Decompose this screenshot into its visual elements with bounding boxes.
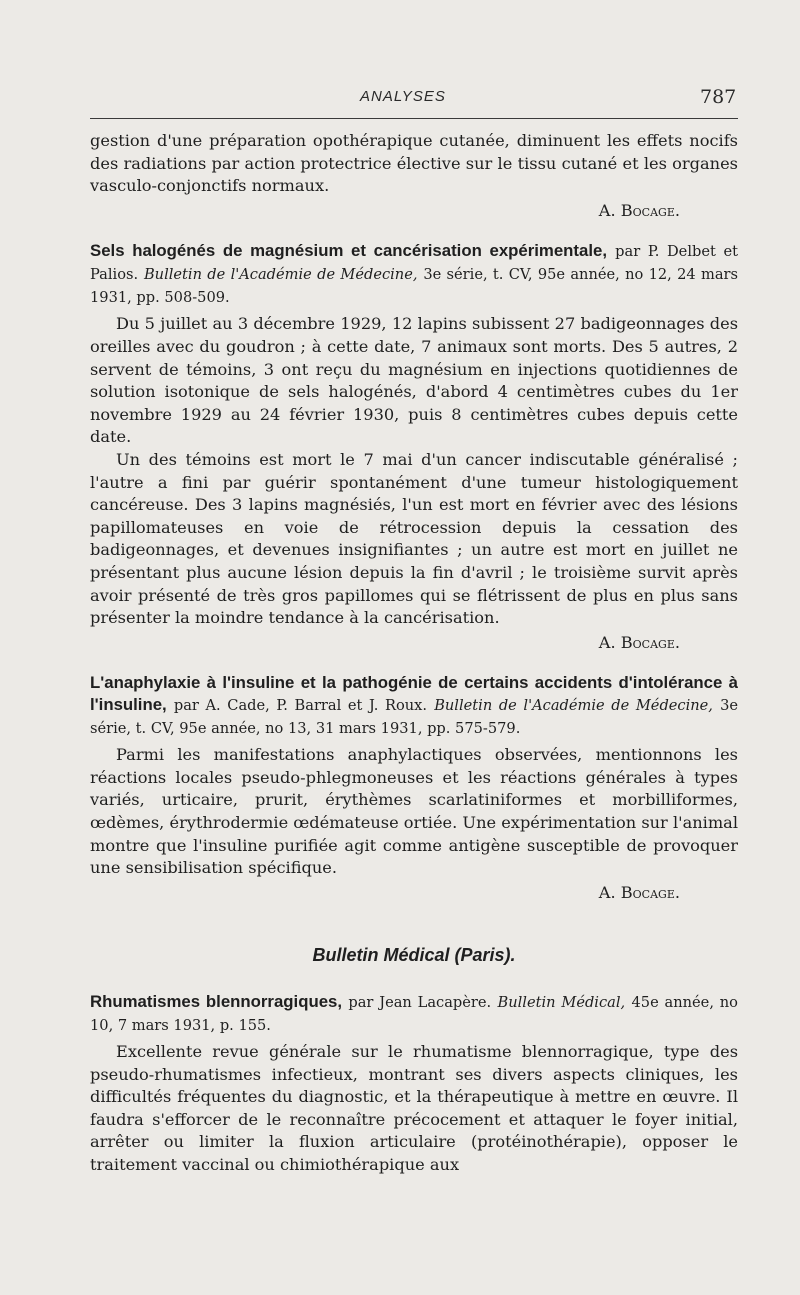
article-title: Sels halogénés de magnésium et cancérisation expérimentale, <box>90 241 608 261</box>
article-title: Rhumatismes blennorragiques, <box>90 992 343 1012</box>
article-paragraph: Parmi les manifestations anaphylactiques observées, mentionnons les réactions locales pseudo-phlegmoneuses et les réactions générales à types variés, urticaire, prurit, érythèmes scarlatiniformes et morbilliformes, œdèmes, érythrodermie œdémateuse ortiée. Une expérimentation sur l'animal montre que l'insuline purifiée agit comme antigène susceptible de provoquer une sensibilisation spécifique. <box>90 745 738 878</box>
article-reference: 3e série, t. CV, 95e année, no 13, 31 mars 1931, pp. 575-579. <box>90 697 738 738</box>
page-number: 787 <box>700 86 737 108</box>
article-reference: 45e année, no 10, 7 mars 1931, p. 155. <box>90 994 738 1035</box>
article-paragraph: Du 5 juillet au 3 décembre 1929, 12 lapins subissent 27 badigeonnages des oreilles avec du goudron ; à cette date, 7 animaux sont morts. Des 5 autres, 2 servent de témoins, 3 ont reçu du magnésium en injections quotidiennes de solution isotonique de sels halogénés, d'abord 4 centimètres cubes du 1er novembre 1929 au 24 février 1930, puis 8 centimètres cubes depuis cette date. <box>90 314 738 447</box>
article-insuline <box>90 672 738 904</box>
intro-signature: A. Bocage. <box>598 200 680 220</box>
article-journal: Bulletin de l'Académie de Médecine, <box>143 266 418 284</box>
article-title: L'anaphylaxie à l'insuline et la pathogénie de certains accidents d'intolérance à l'insuline, <box>90 673 738 715</box>
article-reference: 3e série, t. CV, 95e année, no 12, 24 mars 1931, pp. 508-509. <box>90 266 738 307</box>
article-paragraph: Un des témoins est mort le 7 mai d'un cancer indiscutable généralisé ; l'autre a fini par guérir spontanément d'une tumeur histologiquement cancéreuse. Des 3 lapins magnésiés, l'un est mort en février avec des lésions papillomateuses en voie de rétrocession depuis la cessation des badigeonnages, et devenues insignifiantes ; un autre est mort en juillet ne présentant plus aucune lésion depuis la fin d'avril ; le troisième survit après avoir présenté de très gros papillomes qui se flétrissent de plus en plus sans présenter la moindre tendance à la cancérisation. <box>90 449 738 628</box>
header-rule <box>90 118 738 119</box>
article-magnesium <box>90 240 738 654</box>
article-rhumatismes <box>90 991 738 1177</box>
article-authors: par A. Cade, P. Barral et J. Roux. <box>173 697 428 715</box>
article-signature: A. Bocage. <box>598 882 680 902</box>
article-signature: A. Bocage. <box>598 632 680 652</box>
page-content <box>90 130 738 1177</box>
article-heading <box>90 672 738 740</box>
running-head: ANALYSES <box>360 88 446 105</box>
article-journal: Bulletin Médical, <box>497 994 626 1012</box>
article-authors: par P. Delbet et Palios. <box>90 243 738 284</box>
article-heading <box>90 991 738 1037</box>
article-heading <box>90 240 738 309</box>
section-title: Bulletin Médical (Paris). <box>312 945 516 966</box>
article-authors: par Jean Lacapère. <box>348 994 492 1012</box>
article-paragraph: Excellente revue générale sur le rhumatisme blennorragique, type des pseudo-rhumatismes infectieux, montrant ses divers aspects cliniques, les difficultés fréquentes du diagnostic, et la thérapeutique à mettre en œuvre. Il faudra s'efforcer de le reconnaître précocement et attaquer le foyer initial, arrêter ou limiter la fluxion articulaire (protéinothérapie), opposer le traitement vaccinal ou chimiothérapique aux <box>90 1042 738 1174</box>
article-journal: Bulletin de l'Académie de Médecine, <box>434 697 713 715</box>
intro-paragraph: gestion d'une préparation opothérapique cutanée, diminuent les effets nocifs des radiations par action protectrice élective sur le tissu cutané et les organes vasculo-conjonctifs normaux. <box>90 131 738 196</box>
